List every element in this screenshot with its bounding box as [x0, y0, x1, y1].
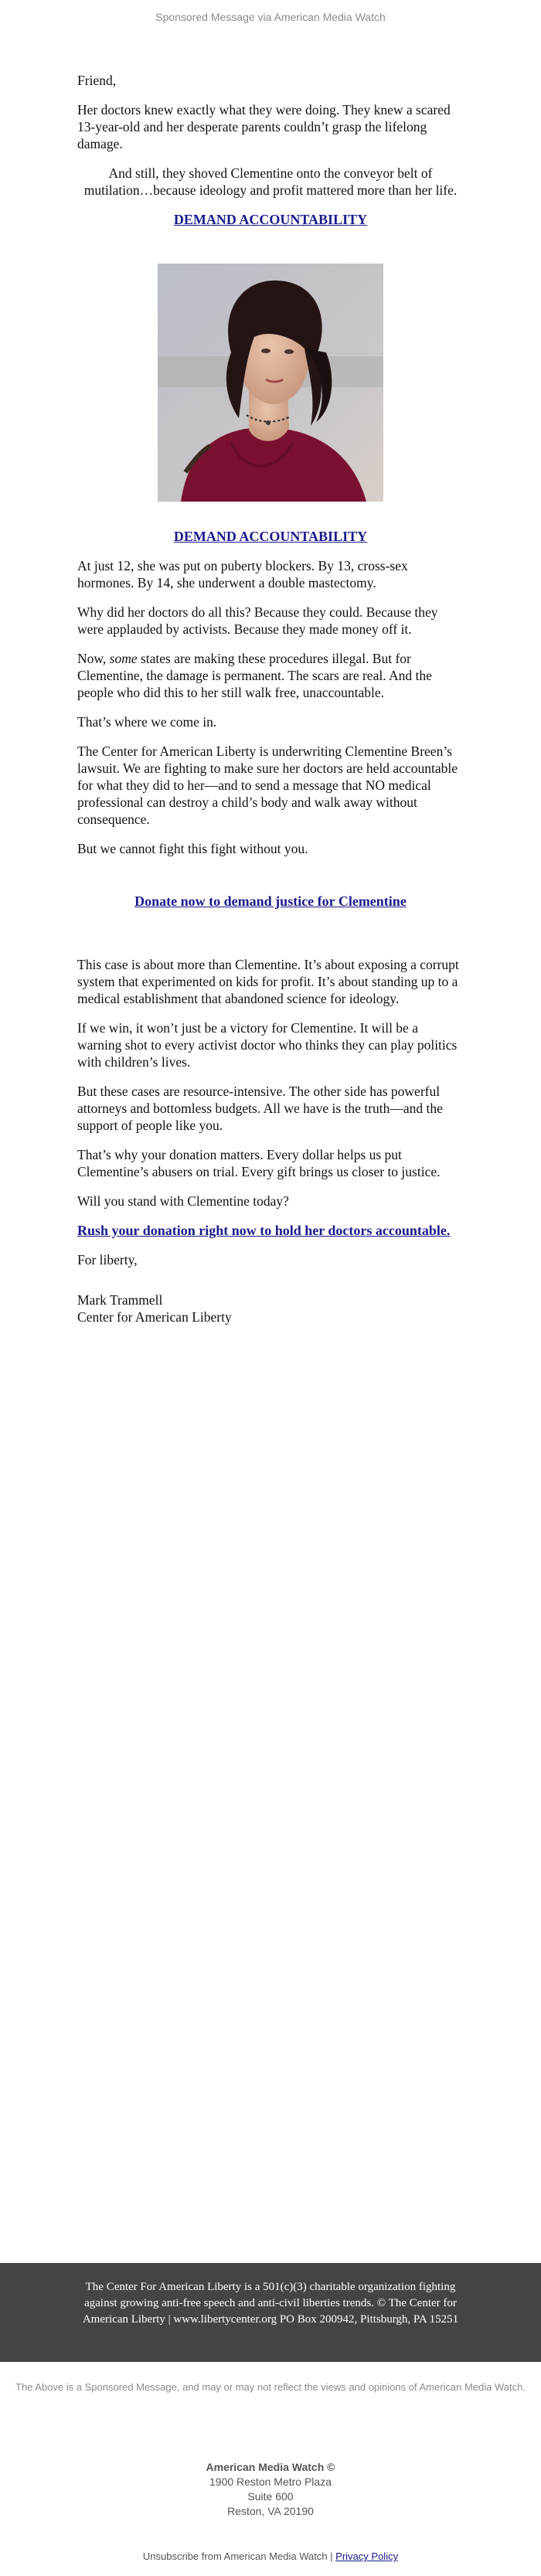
paragraph-text: states are making these procedures illegal. But for Clementine, the damage is permanent. The scars are real. And the people who did this to her still walk free, unaccountable. [77, 651, 432, 700]
paragraph: This case is about more than Clementine. It’s about exposing a corrupt system that experimented on kids for profit. It’s about standing up to a medical establishment that abandoned science for ideology. [77, 957, 459, 1006]
paragraph: At just 12, she was put on puberty blockers. By 13, cross-sex hormones. By 14, she underwent a double mastectomy. [77, 558, 408, 590]
paragraph: If we win, it won’t just be a victory for Clementine. It will be a warning shot to every activist doctor who thinks they can play politics with children’s lives. [77, 1020, 458, 1070]
signature-block [77, 1291, 464, 1325]
donate-now-link[interactable]: Donate now to demand justice for Clementine [134, 893, 407, 909]
sponsored-banner: Sponsored Message via American Media Watch [155, 11, 386, 23]
portrait-photo[interactable] [158, 264, 383, 502]
emphasis-text: some [109, 651, 138, 666]
address-line: Reston, VA 20190 [227, 2505, 314, 2517]
paragraph: But we cannot fight this fight without you. [77, 841, 308, 856]
paragraph: Will you stand with Clementine today? [77, 1193, 289, 1209]
address-org: American Media Watch © [206, 2461, 335, 2473]
unsubscribe-text[interactable]: Unsubscribe from American Media Watch | [142, 2550, 336, 2562]
rush-donation-link[interactable]: Rush your donation right now to hold her doctors accountable. [77, 1223, 451, 1238]
portrait-image [158, 264, 383, 502]
sponsored-disclaimer: The Above is a Sponsored Message, and may or may not reflect the views and opinions of American Media Watch. [15, 2381, 526, 2393]
footer-org-info: The Center For American Liberty is a 501(c)(3) charitable organization fighting against growing anti-free speech and anti-civil liberties trends. © The Center for American Liberty | www.libertycenter.org PO Box 200942, Pittsburgh, PA 15251 [82, 2281, 459, 2326]
demand-accountability-link[interactable]: DEMAND ACCOUNTABILITY [173, 529, 368, 544]
closing: For liberty, [77, 1252, 138, 1268]
privacy-policy-link[interactable]: Privacy Policy [335, 2550, 399, 2562]
paragraph-centered: And still, they shoved Clementine onto the conveyor belt of mutilation…because ideology and profit mattered more than her life. [83, 165, 458, 198]
paragraph-text: Now, [77, 651, 110, 666]
demand-accountability-link-top[interactable]: DEMAND ACCOUNTABILITY [173, 212, 368, 227]
paragraph [77, 650, 464, 701]
address-line: Suite 600 [247, 2490, 294, 2503]
paragraph: Her doctors knew exactly what they were doing. They knew a scared 13-year-old and her desperate parents couldn’t grasp the lifelong damage. [77, 102, 451, 151]
paragraph: That’s why your donation matters. Every dollar helps us put Clementine’s abusers on trial. Every gift brings us closer to justice. [77, 1147, 441, 1179]
paragraph-text: Why did her doctors do all this? Because they could. Because they were applauded by activists. Because they made money off it. [77, 604, 438, 637]
paragraph: That’s where we come in. [77, 714, 217, 730]
salutation: Friend, [77, 73, 117, 88]
paragraph: The Center for American Liberty is underwriting Clementine Breen’s lawsuit. We are fighting to make sure her doctors are held accountable for what they did to her—and to send a message that NO medical professional can destroy a child’s body and walk away without consequence. [77, 744, 458, 827]
signer-name: Mark Trammell [77, 1292, 163, 1308]
unsubscribe-row [0, 2550, 541, 2562]
letter-body [77, 72, 464, 1325]
signer-organization: Center for American Liberty [77, 1309, 232, 1325]
address-line: 1900 Reston Metro Plaza [209, 2476, 332, 2488]
mailing-address [0, 2460, 541, 2519]
paragraph [77, 604, 464, 638]
paragraph: But these cases are resource-intensive. The other side has powerful attorneys and bottomless budgets. All we have is the truth—and the support of people like you. [77, 1084, 443, 1133]
